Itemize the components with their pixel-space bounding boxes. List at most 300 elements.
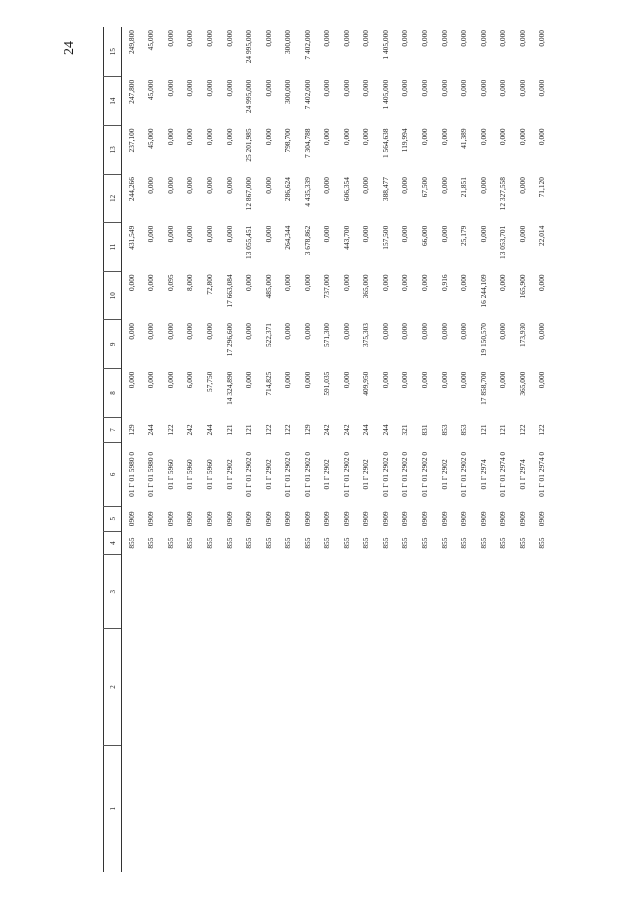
- table-cell: 0,000: [400, 274, 410, 291]
- table-cell: 0,000: [224, 128, 234, 146]
- table-cell: [396, 555, 416, 629]
- table-cell: 0,000: [341, 323, 351, 340]
- table-cell: 0909: [361, 511, 371, 527]
- table-row: [239, 27, 259, 872]
- table-cell: 7 402,000: [302, 79, 312, 110]
- table-cell: 0,000: [400, 371, 410, 389]
- table-cell: 21,851: [459, 177, 469, 198]
- table-cell: [454, 555, 474, 629]
- table-cell: 01 Г 01 2902 0: [459, 451, 469, 497]
- table-cell: 0,000: [419, 274, 429, 291]
- table-cell: 0,000: [478, 128, 488, 146]
- table-cell: [142, 745, 162, 872]
- table-cell: 45,000: [146, 30, 156, 51]
- table-cell: 71,120: [537, 177, 547, 198]
- table-cell: 0,000: [439, 323, 449, 340]
- table-cell: 286,624: [283, 177, 293, 202]
- table-cell: 01 Г 5960: [185, 459, 195, 490]
- table-cell: 853: [459, 424, 469, 436]
- table-cell: 0,000: [224, 30, 234, 47]
- table-cell: [181, 629, 201, 745]
- table-cell: 855: [459, 537, 469, 549]
- column-header: 15: [104, 27, 122, 77]
- table-cell: [200, 745, 220, 872]
- table-cell: 0,000: [165, 30, 175, 47]
- table-cell: 855: [165, 537, 175, 549]
- table-cell: 129: [302, 424, 312, 436]
- table-cell: 0,000: [400, 177, 410, 194]
- table-cell: 25 201,985: [244, 128, 254, 162]
- table-cell: 0,000: [537, 128, 547, 146]
- table-row: [142, 27, 162, 872]
- table-cell: [161, 629, 181, 745]
- table-cell: 0,000: [361, 177, 371, 194]
- table-cell: 0,000: [244, 323, 254, 340]
- table-cell: 0,000: [322, 177, 332, 194]
- table-cell: [474, 745, 494, 872]
- table-cell: 0,000: [302, 274, 312, 291]
- table-cell: 0,000: [361, 30, 371, 47]
- table-cell: [220, 629, 240, 745]
- table-cell: 0,000: [146, 177, 156, 194]
- table-cell: 0,000: [263, 225, 273, 243]
- table-cell: 0,000: [361, 128, 371, 146]
- table-row: [454, 27, 474, 872]
- table-cell: 0,000: [419, 323, 429, 340]
- table-cell: [142, 629, 162, 745]
- table-cell: 0,000: [224, 225, 234, 243]
- table-cell: 388,477: [380, 177, 390, 202]
- table-cell: 0,000: [146, 225, 156, 243]
- column-header: 2: [104, 629, 122, 745]
- table-cell: 0,000: [439, 30, 449, 47]
- table-cell: 798,700: [283, 128, 293, 153]
- column-header: 14: [104, 77, 122, 126]
- table-cell: 0,000: [185, 79, 195, 97]
- table-cell: [122, 555, 142, 629]
- table-cell: 0909: [400, 511, 410, 527]
- table-cell: 443,700: [341, 225, 351, 250]
- table-cell: 0909: [263, 511, 273, 527]
- table-cell: 0,000: [400, 323, 410, 340]
- table-cell: 165,900: [517, 274, 527, 299]
- table-cell: 122: [263, 424, 273, 436]
- table-cell: [493, 629, 513, 745]
- table-cell: [532, 555, 552, 629]
- table-cell: [239, 629, 259, 745]
- table-cell: 264,344: [283, 225, 293, 250]
- table-cell: 7 402,000: [302, 30, 312, 60]
- table-cell: 855: [380, 537, 390, 549]
- table-cell: 855: [204, 537, 214, 549]
- table-cell: 0,000: [185, 225, 195, 243]
- table-cell: 6,000: [185, 371, 195, 389]
- table-cell: 571,300: [322, 323, 332, 348]
- table-cell: 0909: [439, 511, 449, 527]
- table-cell: 855: [283, 537, 293, 549]
- table-cell: 0,000: [478, 225, 488, 243]
- table-cell: 19 150,570: [478, 323, 488, 357]
- table-cell: 01 Г 01 2902 0: [419, 451, 429, 497]
- table-cell: 0909: [517, 511, 527, 527]
- table-cell: [142, 555, 162, 629]
- table-cell: [357, 629, 377, 745]
- table-cell: 0,000: [517, 128, 527, 146]
- table-cell: 121: [244, 424, 254, 436]
- table-cell: [532, 745, 552, 872]
- table-row: [532, 27, 552, 872]
- table-cell: 0,000: [478, 79, 488, 97]
- table-cell: 0,000: [204, 177, 214, 194]
- table-cell: 0,000: [204, 30, 214, 47]
- table-cell: 7 304,788: [302, 128, 312, 158]
- table-cell: 0,000: [204, 323, 214, 340]
- table-cell: 122: [537, 424, 547, 436]
- table-cell: [513, 555, 533, 629]
- table-cell: 1 564,638: [380, 128, 390, 158]
- table-cell: [376, 629, 396, 745]
- table-row: [298, 27, 318, 872]
- table-cell: 0,000: [419, 79, 429, 97]
- table-cell: 244: [380, 424, 390, 436]
- table-cell: 0,000: [204, 128, 214, 146]
- table-cell: 01 Г 2902: [361, 459, 371, 490]
- table-cell: 01 Г 01 2902 0: [302, 451, 312, 497]
- table-cell: 0909: [244, 511, 254, 527]
- table-cell: 0909: [419, 511, 429, 527]
- table-cell: 0,000: [244, 274, 254, 291]
- table-cell: 12 867,000: [244, 177, 254, 211]
- table-cell: 0,000: [517, 30, 527, 47]
- table-row: [161, 27, 181, 872]
- table-cell: 244: [361, 424, 371, 436]
- table-cell: 0,000: [498, 274, 508, 291]
- table-cell: 122: [283, 424, 293, 436]
- table-cell: 01 Г 01 2902 0: [283, 451, 293, 497]
- table-cell: 0,000: [341, 371, 351, 389]
- table-row: [278, 27, 298, 872]
- table-cell: 01 Г 01 2902 0: [244, 451, 254, 497]
- table-cell: 0,000: [244, 371, 254, 389]
- table-cell: [317, 555, 337, 629]
- table-header: [104, 27, 122, 872]
- table-cell: 01 Г 2902: [322, 459, 332, 490]
- table-row: [357, 27, 377, 872]
- table-cell: 0,000: [459, 371, 469, 389]
- table-cell: 1 405,000: [380, 79, 390, 110]
- table-cell: 01 Г 01 2974 0: [498, 451, 508, 497]
- table-cell: 0,000: [165, 177, 175, 194]
- table-cell: [181, 745, 201, 872]
- table-cell: [415, 629, 435, 745]
- table-cell: 0,000: [537, 79, 547, 97]
- table-cell: [298, 555, 318, 629]
- table-cell: 0,000: [165, 323, 175, 340]
- table-cell: 0909: [283, 511, 293, 527]
- column-header: 11: [104, 223, 122, 272]
- table-cell: 17 858,700: [478, 371, 488, 405]
- table-cell: 67,500: [419, 177, 429, 198]
- table-cell: 45,000: [146, 128, 156, 149]
- header-row: [104, 27, 122, 872]
- table-cell: [220, 745, 240, 872]
- table-cell: 0,000: [419, 128, 429, 146]
- table-cell: 0,916: [439, 274, 449, 291]
- table-cell: 0,000: [322, 128, 332, 146]
- table-cell: [454, 629, 474, 745]
- column-header: 6: [104, 443, 122, 506]
- column-header: 12: [104, 174, 122, 223]
- table-cell: 01 Г 01 2902 0: [341, 451, 351, 497]
- table-cell: [513, 745, 533, 872]
- table-cell: 0,000: [498, 79, 508, 97]
- table-cell: 1 405,000: [380, 30, 390, 60]
- table-cell: 13 055,451: [244, 225, 254, 259]
- table-cell: 0,000: [459, 323, 469, 340]
- table-cell: 855: [419, 537, 429, 549]
- table-cell: 0,000: [439, 371, 449, 389]
- table-cell: 0,000: [165, 371, 175, 389]
- table-cell: 0,000: [224, 79, 234, 97]
- table-cell: [298, 745, 318, 872]
- column-header: 9: [104, 320, 122, 369]
- table-cell: 0,000: [126, 371, 136, 389]
- table-cell: [337, 555, 357, 629]
- table-cell: 855: [439, 537, 449, 549]
- table-cell: [396, 629, 416, 745]
- table-cell: 0,000: [498, 323, 508, 340]
- table-cell: 485,000: [263, 274, 273, 299]
- table-cell: 0,000: [322, 30, 332, 47]
- table-cell: [278, 629, 298, 745]
- table-cell: [513, 629, 533, 745]
- table-cell: 606,354: [341, 177, 351, 202]
- table-cell: 0,000: [400, 225, 410, 243]
- table-cell: 0,000: [283, 274, 293, 291]
- table-cell: 24 995,000: [244, 30, 254, 64]
- table-cell: [493, 745, 513, 872]
- table-cell: 0909: [498, 511, 508, 527]
- table-cell: 0,000: [498, 371, 508, 389]
- table-cell: [200, 629, 220, 745]
- table-cell: 0,000: [263, 128, 273, 146]
- table-cell: [376, 745, 396, 872]
- table-cell: [259, 629, 279, 745]
- table-cell: 0,000: [537, 30, 547, 47]
- table-cell: 244: [146, 424, 156, 436]
- table-cell: 0,000: [165, 225, 175, 243]
- table-cell: 855: [263, 537, 273, 549]
- table-cell: [415, 555, 435, 629]
- table-cell: [493, 555, 513, 629]
- table-cell: 0,000: [185, 30, 195, 47]
- table-row: [474, 27, 494, 872]
- table-cell: 01 Г 01 2902 0: [380, 451, 390, 497]
- table-cell: 0,000: [439, 128, 449, 146]
- table-cell: 0,000: [283, 323, 293, 340]
- column-header: 13: [104, 125, 122, 174]
- table-cell: 0,000: [419, 30, 429, 47]
- table-cell: 855: [361, 537, 371, 549]
- table-cell: 0,000: [380, 274, 390, 291]
- table-cell: 57,750: [204, 371, 214, 392]
- table-cell: 0,000: [126, 274, 136, 291]
- table-cell: 0909: [537, 511, 547, 527]
- table-cell: 01 Г 5960: [204, 459, 214, 490]
- table-cell: [532, 629, 552, 745]
- table-cell: 0909: [224, 511, 234, 527]
- table-row: [220, 27, 240, 872]
- table-cell: [181, 555, 201, 629]
- table-cell: 0,000: [302, 323, 312, 340]
- table-cell: [239, 555, 259, 629]
- table-cell: 121: [224, 424, 234, 436]
- table-cell: 0,000: [185, 128, 195, 146]
- table-cell: 72,800: [204, 274, 214, 295]
- table-cell: 244: [204, 424, 214, 436]
- rotated-table-container: [103, 27, 612, 872]
- table-cell: 0909: [322, 511, 332, 527]
- table-cell: 0909: [380, 511, 390, 527]
- table-row: [337, 27, 357, 872]
- table-cell: [278, 745, 298, 872]
- table-cell: 0,000: [126, 323, 136, 340]
- table-cell: [435, 745, 455, 872]
- table-row: [200, 27, 220, 872]
- table-cell: [337, 629, 357, 745]
- table-cell: 855: [244, 537, 254, 549]
- table-row: [317, 27, 337, 872]
- table-cell: 0909: [302, 511, 312, 527]
- table-cell: [317, 629, 337, 745]
- table-row: [376, 27, 396, 872]
- table-cell: 0909: [165, 511, 175, 527]
- table-cell: 0,000: [478, 177, 488, 194]
- table-cell: 0,000: [537, 274, 547, 291]
- table-cell: 129: [126, 424, 136, 436]
- table-cell: [239, 745, 259, 872]
- table-cell: 242: [322, 424, 332, 436]
- table-cell: 0909: [204, 511, 214, 527]
- table-cell: 0,000: [341, 274, 351, 291]
- column-header: 8: [104, 369, 122, 418]
- table-cell: 855: [322, 537, 332, 549]
- table-cell: 242: [341, 424, 351, 436]
- table-cell: [357, 745, 377, 872]
- table-cell: 01 Г 2902: [263, 459, 273, 490]
- table-cell: [376, 555, 396, 629]
- table-body: [122, 27, 553, 872]
- table-cell: 0,000: [185, 177, 195, 194]
- table-cell: 321: [400, 424, 410, 436]
- table-cell: [259, 745, 279, 872]
- table-cell: 0,000: [341, 128, 351, 146]
- table-cell: 249,800: [126, 30, 136, 55]
- table-cell: 0,000: [302, 371, 312, 389]
- table-cell: 0,000: [322, 225, 332, 243]
- table-row: [181, 27, 201, 872]
- table-cell: 0,000: [361, 225, 371, 243]
- table-cell: 0,000: [400, 30, 410, 47]
- table-cell: 22,014: [537, 225, 547, 247]
- table-cell: 173,930: [517, 323, 527, 348]
- table-cell: 855: [478, 537, 488, 549]
- table-cell: 0,000: [517, 177, 527, 194]
- table-cell: 300,000: [283, 30, 293, 55]
- table-cell: 375,303: [361, 323, 371, 348]
- table-cell: [220, 555, 240, 629]
- table-cell: 24 995,000: [244, 79, 254, 114]
- table-cell: 0,000: [263, 177, 273, 194]
- table-cell: 0,000: [517, 225, 527, 243]
- table-cell: 409,950: [361, 371, 371, 396]
- table-cell: [298, 629, 318, 745]
- table-cell: 0,000: [341, 79, 351, 97]
- table-cell: 365,000: [361, 274, 371, 299]
- table-cell: 0909: [478, 511, 488, 527]
- table-cell: 122: [165, 424, 175, 436]
- table-cell: 0,000: [341, 30, 351, 47]
- table-cell: 0,000: [380, 323, 390, 340]
- table-cell: 0,000: [146, 323, 156, 340]
- table-cell: 0909: [126, 511, 136, 527]
- table-cell: 365,000: [517, 371, 527, 396]
- table-cell: 4 435,339: [302, 177, 312, 207]
- table-cell: 25,179: [459, 225, 469, 247]
- table-cell: 855: [146, 537, 156, 549]
- table-cell: 855: [517, 537, 527, 549]
- table-cell: 0,000: [165, 128, 175, 146]
- table-cell: 01 Г 2974: [478, 459, 488, 490]
- table-row: [513, 27, 533, 872]
- table-cell: 01 Г 2974: [517, 459, 527, 490]
- table-cell: 737,000: [322, 274, 332, 299]
- table-cell: 0,095: [165, 274, 175, 291]
- table-cell: 242: [185, 424, 195, 436]
- table-cell: 01 Г 01 5980 0: [126, 451, 136, 497]
- table-cell: [396, 745, 416, 872]
- table-cell: 855: [341, 537, 351, 549]
- table-cell: [200, 555, 220, 629]
- table-cell: 17 296,600: [224, 323, 234, 357]
- table-cell: 0,000: [439, 177, 449, 194]
- table-row: [435, 27, 455, 872]
- table-cell: 0,000: [165, 79, 175, 97]
- table-cell: [161, 745, 181, 872]
- table-cell: [122, 629, 142, 745]
- table-cell: 855: [302, 537, 312, 549]
- table-cell: 17 663,084: [224, 274, 234, 308]
- table-cell: 0,000: [185, 323, 195, 340]
- table-cell: 431,549: [126, 225, 136, 250]
- table-cell: 855: [126, 537, 136, 549]
- table-cell: 0,000: [498, 30, 508, 47]
- table-cell: [161, 555, 181, 629]
- table-cell: 0,000: [146, 274, 156, 291]
- page-number: 24: [62, 41, 77, 55]
- table-cell: 66,000: [419, 225, 429, 247]
- table-cell: 0909: [459, 511, 469, 527]
- column-header: 4: [104, 531, 122, 554]
- table-cell: 855: [185, 537, 195, 549]
- table-cell: 157,500: [380, 225, 390, 250]
- table-cell: 01 Г 2902: [224, 459, 234, 490]
- table-cell: 831: [419, 424, 429, 436]
- table-cell: [474, 629, 494, 745]
- table-cell: 855: [537, 537, 547, 549]
- table-cell: 855: [498, 537, 508, 549]
- table-cell: 0,000: [204, 79, 214, 97]
